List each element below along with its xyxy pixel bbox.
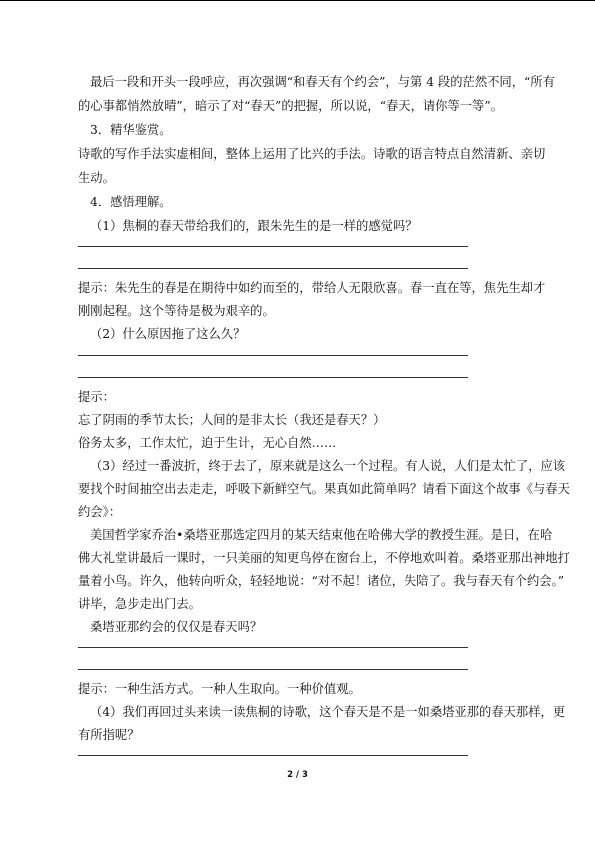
- answer-line[interactable]: [78, 755, 468, 756]
- section-heading: 4．感悟理解。: [90, 195, 172, 209]
- hint-line: 忘了阴雨的季节太长；人间的是非太长（我还是春天？）: [78, 413, 386, 427]
- question-3: （3）经过一番波折，终于去了，原来就是这么一个过程。有人说，人们是太忙了，应该: [90, 459, 566, 473]
- story-question: 桑塔亚那约会的仅仅是春天吗？: [90, 620, 263, 634]
- paragraph-line: 生动。: [78, 171, 115, 185]
- paragraph-line: 的心事都悄然放晴”，暗示了对“春天”的把握，所以说，“春天，请你等一等”。: [78, 99, 503, 113]
- page-number: 2 / 3: [287, 770, 308, 780]
- question-3-line: 要找个时间抽空出去走走，呼吸下新鲜空气。果真如此简单吗？请看下面这个故事《与春天: [78, 482, 570, 496]
- question-4-line: 有所指呢？: [78, 728, 140, 742]
- story-line: 讲毕，急步走出门去。: [78, 597, 201, 611]
- answer-line[interactable]: [78, 268, 468, 269]
- question-2: （2）什么原因拖了这么久？: [90, 327, 246, 341]
- paragraph-line: 诗歌的写作手法实虚相间，整体上运用了比兴的手法。诗歌的语言特点自然清新、亲切: [78, 147, 546, 161]
- question-1: （1）焦桐的春天带给我们的，跟朱先生的是一样的感觉吗？: [90, 219, 418, 233]
- hint-line: 提示：朱先生的春是在期待中如约而至的，带给人无限欣喜。春一直在等，焦先生却才: [78, 281, 546, 295]
- hint-line: 提示：一种生活方式。一种人生取向。一种价值观。: [78, 682, 361, 696]
- answer-line[interactable]: [78, 669, 468, 670]
- hint-line: 刚刚起程。这个等待是极为艰辛的。: [78, 304, 275, 318]
- hint-label: 提示：: [78, 390, 115, 404]
- answer-line[interactable]: [78, 355, 468, 356]
- question-4: （4）我们再回过头来读一读焦桐的诗歌，这个春天是不是一如桑塔亚那的春天那样，更: [90, 705, 566, 719]
- question-3-line: 约会》：: [78, 505, 122, 519]
- story-line: 美国哲学家乔治•桑塔亚那选定四月的某天结束他在哈佛大学的教授生涯。是日，在哈: [90, 528, 553, 542]
- hint-line: 俗务太多，工作太忙，迫于生计，无心自然……: [78, 436, 337, 450]
- paragraph-line: 最后一段和开头一段呼应，再次强调“和春天有个约会”，与第 4 段的茫然不同，“所有: [90, 75, 555, 89]
- answer-line[interactable]: [78, 246, 468, 247]
- top-rule: [0, 0, 595, 1]
- section-heading: 3．精华鉴赏。: [90, 123, 172, 137]
- answer-line[interactable]: [78, 377, 468, 378]
- answer-line[interactable]: [78, 647, 468, 648]
- story-line: 佛大礼堂讲最后一课时，一只美丽的知更鸟停在窗台上，不停地欢叫着。桑塔亚那出神地打: [78, 551, 570, 565]
- story-line: 量着小鸟。许久，他转向听众，轻轻地说：“对不起！诸位，失陪了。我与春天有个约会。”: [78, 574, 565, 588]
